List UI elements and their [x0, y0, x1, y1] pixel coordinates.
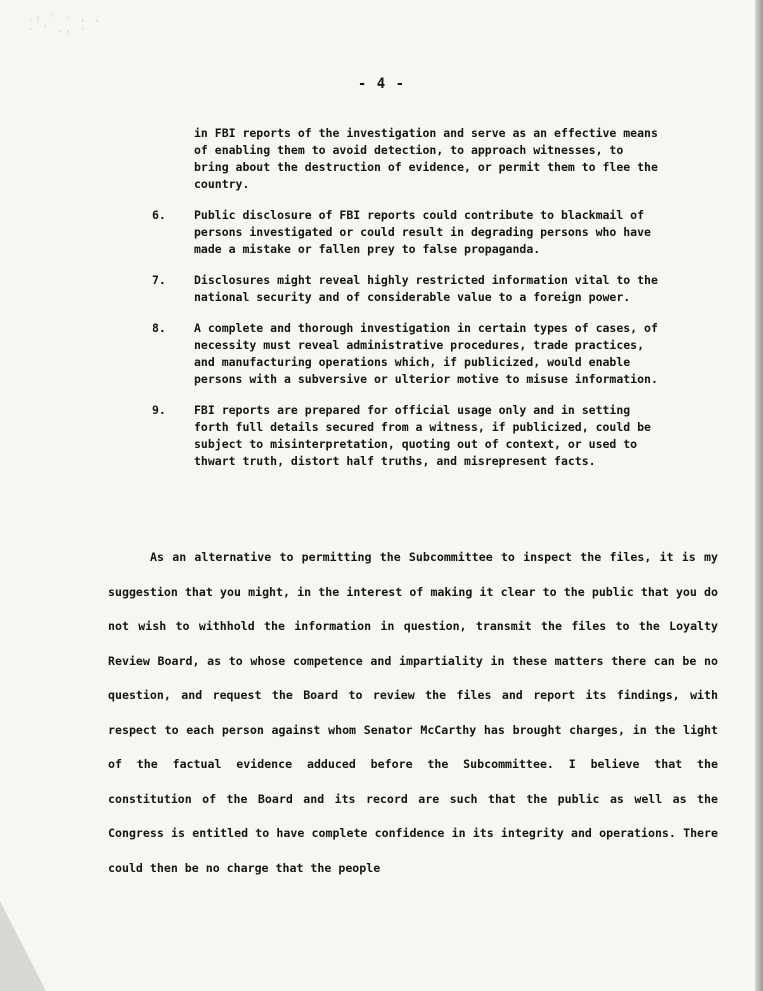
- item-text: Public disclosure of FBI reports could contribute to blackmail of persons investigated or could result in degrading persons who have made a mistake or fallen prey to false propaganda.: [194, 208, 651, 256]
- item-number: 9.: [152, 403, 166, 417]
- paper-specks: .: ' · , , · ' ., ·: [28, 14, 103, 35]
- numbered-list: [152, 125, 662, 470]
- page-number: - 4 -: [357, 76, 406, 92]
- page-edge-shadow: [755, 0, 763, 991]
- item-number: 8.: [152, 321, 166, 335]
- item-number: 7.: [152, 273, 166, 287]
- list-item: [152, 272, 662, 306]
- continued-item-text: in FBI reports of the investigation and serve as an effective means of enabling them to avoid detection, to approach witnesses, to bring about the destruction of evidence, or permit them to flee the country.: [194, 126, 658, 191]
- list-item: [152, 320, 662, 388]
- list-item: [152, 207, 662, 258]
- item-text: Disclosures might reveal highly restricted information vital to the national security and of considerable value to a foreign power.: [194, 273, 658, 304]
- item-text: A complete and thorough investigation in certain types of cases, of necessity must reveal administrative procedures, trade practices, and manufacturing operations which, if publicized, would enable persons with a subversive or ulterior motive to misuse information.: [194, 321, 658, 386]
- body-paragraph: As an alternative to permitting the Subcommittee to inspect the files, it is my suggestion that you might, in the interest of making it clear to the public that you do not wish to withhold the information in question, transmit the files to the Loyalty Review Board, as to whose competence and impartiality in these matters there can be no question, and request the Board to review the files and report its findings, with respect to each person against whom Senator McCarthy has brought charges, in the light of the factual evidence adduced before the Subcommittee. I believe that the constitution of the Board and its record are such that the public as well as the Congress is entitled to have complete confidence in its integrity and operations. There could then be no charge that the people: [108, 550, 718, 875]
- item-number: 6.: [152, 208, 166, 222]
- list-item: [152, 402, 662, 470]
- item-text: FBI reports are prepared for official usage only and in setting forth full details secured from a witness, if publicized, could be subject to misinterpretation, quoting out of context, or used to thwart truth, distort half truths, and misrepresent facts.: [194, 403, 651, 468]
- corner-fold: [0, 901, 46, 991]
